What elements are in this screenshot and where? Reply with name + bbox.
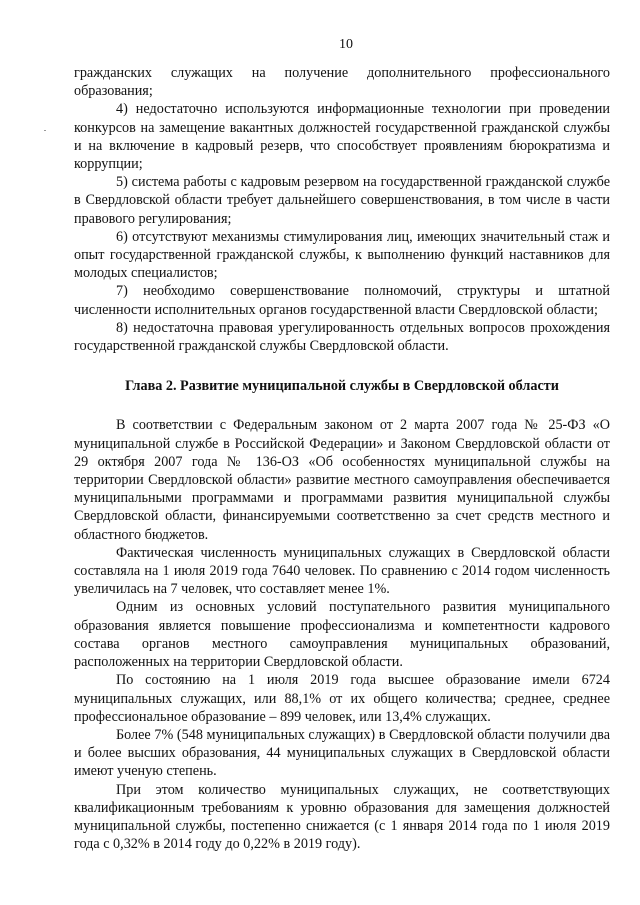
paragraph: Более 7% (548 муниципальных служащих) в Свердловской области получили два и более высших образования, 44 муниципальных служащих в Свердловской области имеют ученую степень. [74,726,610,780]
paragraph: гражданских служащих на получение дополнительного профессионального образования; [74,65,610,100]
paragraph: В соответствии с Федеральным законом от 2 марта 2007 года № 25-ФЗ «О муниципальной службе в Российской Федерации» и Законом Свердловской области от 29 октября 2007 года № 136-ОЗ «Об особенностях муниципальной службы на территории Свердловской области» развитие местного самоуправления обеспечивается муниципальными программами и программами развития муниципальной службы Свердловской области, финансируемыми соответственно за счет средств местного и областного бюджетов. [74,417,610,543]
paragraph: Фактическая численность муниципальных служащих в Свердловской области составляла на 1 июля 2019 года 7640 человек. По сравнению с 2014 годом численность увеличилась на 7 человек, что составляет менее 1%. [74,544,610,598]
paragraph: 7) необходимо совершенствование полномочий, структуры и штатной численности исполнительных органов государственной власти Свердловской области; [74,283,610,318]
page-number: 10 [339,37,353,52]
paragraph: По состоянию на 1 июля 2019 года высшее образование имели 6724 муниципальных служащих, или 88,1% от их общего количества; среднее, среднее профессиональное образование – 899 человек, или 13,4% служащих. [74,672,610,725]
paragraph: При этом количество муниципальных служащих, не соответствующих квалификационным требованиям к уровню образования для замещения должностей муниципальной службы, постепенно снижается (с 1 января 2014 года по 1 июля 2019 года с 0,32% в 2014 году до 0,22% в 2019 году). [74,781,610,853]
section-list-before-heading [74,64,610,355]
document-page [74,36,610,853]
paragraph: 5) система работы с кадровым резервом на государственной гражданской службе в Свердловской области требует дальнейшего совершенствования, в том числе в части правового регулирования; [74,174,610,227]
section-body-after-heading [74,416,610,853]
paragraph: 8) недостаточна правовая урегулированность отдельных вопросов прохождения государственной гражданской службы Свердловской области. [74,319,610,355]
paragraph: 4) недостаточно используются информационные технологии при проведении конкурсов на замещение вакантных должностей государственной гражданской службы и на включение в кадровый резерв, что способствует проявлениям бюрократизма и коррупции; [74,101,610,173]
chapter-heading: Глава 2. Развитие муниципальной службы в Свердловской области [125,378,559,395]
paragraph: Одним из основных условий поступательного развития муниципального образования является повышение профессионализма и компетентности кадрового состава органов местного самоуправления муниципальных образований, расположенных на территории Свердловской области. [74,599,610,671]
margin-mark [44,130,46,131]
paragraph: 6) отсутствуют механизмы стимулирования лиц, имеющих значительный стаж и опыт государственной гражданской службы, к выполнению функций наставников для молодых специалистов; [74,228,610,282]
